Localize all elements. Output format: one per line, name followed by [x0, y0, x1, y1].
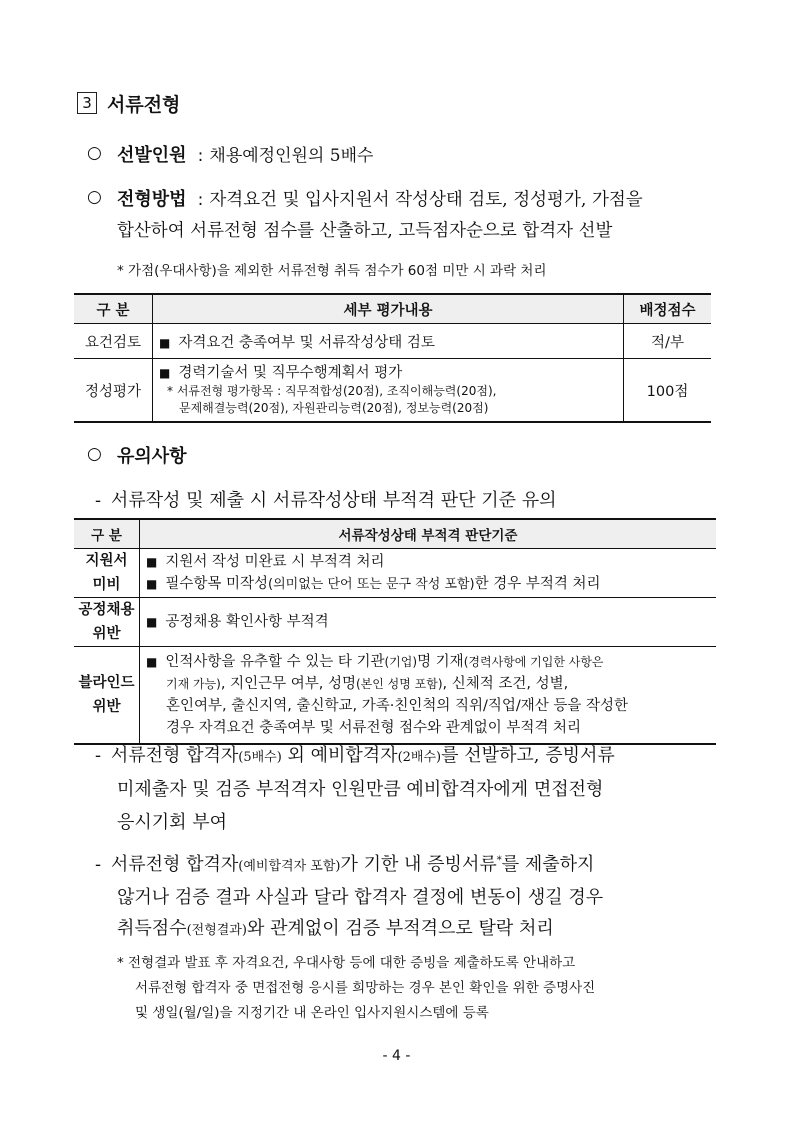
- para2-line1: [95, 850, 594, 876]
- dash-icon: -: [95, 745, 102, 766]
- page-number: - 4 -: [382, 1048, 411, 1064]
- row-category: [74, 549, 140, 598]
- col-header-category: 구 분: [74, 519, 140, 549]
- row-content: [153, 324, 624, 359]
- method-text-line2: 합산하여 서류전형 점수를 산출하고, 고득점자순으로 합격자 선발: [117, 221, 613, 241]
- bullet-icon: ○: [87, 187, 102, 207]
- criteria-text: , 신체적 조건, 성별,: [442, 676, 569, 692]
- criteria-text: 인적사항을 유추할 수 있는 타 기관: [165, 654, 385, 670]
- col-header-category: 구 분: [74, 294, 153, 324]
- criteria-text: 한 경우 부적격 처리: [474, 575, 601, 592]
- table-row: [74, 359, 711, 423]
- criteria-text: , 지인근무 여부, 성명: [220, 676, 356, 692]
- criteria-text: 혼인여부, 출신지역, 출신학교, 가족·친인척의 직위/직업/재산 등을 작성한: [166, 698, 629, 714]
- footnote-line2: 서류전형 합격자 중 면접전형 응시를 희망하는 경우 본인 확인을 위한 증명사진: [135, 980, 596, 996]
- method-colon: :: [197, 190, 204, 210]
- cautions-label: 유의사항: [117, 446, 187, 467]
- square-bullet-icon: ■: [146, 576, 158, 591]
- method-note: * 가점(우대사항)을 제외한 서류전형 취득 점수가 60점 미만 시 과락 처리: [117, 263, 547, 279]
- criteria-text-small: (기업): [384, 655, 418, 669]
- row-criteria: [140, 647, 717, 745]
- para-text-small: (예비합격자 포함): [238, 859, 341, 874]
- col-header-score: 배정점수: [624, 294, 712, 324]
- para-text: 외 예비합격자: [281, 745, 398, 766]
- table-row: [74, 598, 716, 647]
- row-category: [74, 647, 140, 745]
- criteria-text-small: (경력사항에 기입한 사항은: [463, 655, 604, 669]
- criteria-text: 공정채용 확인사항 부적격: [165, 614, 329, 630]
- bullet-icon: ○: [87, 444, 102, 464]
- square-bullet-icon: ■: [159, 335, 171, 350]
- criteria-text: 필수항목 미작성: [165, 575, 269, 592]
- cautions-intro: 서류작성 및 제출 시 서류작성상태 부적격 판단 기준 유의: [110, 490, 557, 511]
- para1-line2: 미제출자 및 검증 부적격자 인원만큼 예비합격자에게 면접전형: [117, 779, 604, 800]
- square-bullet-icon: ■: [146, 554, 158, 569]
- disqualification-table: [74, 518, 716, 745]
- row-category-line: 공정채용: [78, 602, 135, 618]
- table-row: [74, 647, 716, 745]
- para-text: 가 기한 내 증빙서류: [340, 854, 497, 875]
- selection-text: 채용예정인원의 5배수: [209, 146, 374, 166]
- criteria-text-small: (본인 성명 포함): [355, 677, 443, 691]
- method-text-line1: 자격요건 및 입사지원서 작성상태 검토, 정성평가, 가점을: [209, 190, 643, 210]
- criteria-text: 명 기재: [417, 654, 464, 670]
- para-text: 서류전형 합격자: [110, 745, 239, 766]
- table-row: [74, 324, 711, 359]
- footnote-line3: 및 생일(월/일)을 지정기간 내 온라인 입사지원시스템에 등록: [135, 1005, 489, 1021]
- row-category-line: 지원서: [85, 553, 128, 569]
- row-category-line: 미비: [92, 577, 121, 593]
- para-text-small: (2배수): [397, 750, 442, 765]
- square-bullet-icon: ■: [146, 615, 158, 629]
- bullet-icon: ○: [87, 143, 102, 163]
- method-label: 전형방법: [117, 189, 187, 210]
- para2-line2: 않거나 검증 결과 사실과 달라 합격자 결정에 변동이 생길 경우: [117, 887, 604, 908]
- para-text-small: (5배수): [238, 750, 282, 765]
- row-subnote-1: * 서류전형 평가항목 : 직무적합성(20점), 조직이해능력(20점),: [167, 384, 497, 398]
- section-title: 서류전형: [107, 94, 181, 116]
- para-text: 와 관계없이 검증 부적격으로 탈락 처리: [246, 918, 554, 939]
- evaluation-table: [74, 293, 711, 423]
- row-subnote-2: 문제해결능력(20점), 자원관리능력(20점), 정보능력(20점): [179, 401, 489, 415]
- row-category: 요건검토: [74, 324, 153, 359]
- footnote-line1: * 전형결과 발표 후 자격요건, 우대사항 등에 대한 증빙을 제출하도록 안내하고: [117, 955, 576, 971]
- criteria-text: 경우 자격요건 충족여부 및 서류전형 점수와 관계없이 부적격 처리: [166, 720, 582, 736]
- para-text: 취득점수: [117, 918, 187, 939]
- row-criteria: [140, 549, 717, 598]
- selection-line: [117, 141, 373, 167]
- table-header-row: [74, 294, 711, 324]
- col-header-criteria: 서류작성상태 부적격 판단기준: [140, 519, 717, 549]
- table-row: [74, 549, 716, 598]
- footnote-marker: *: [496, 855, 502, 866]
- selection-label: 선발인원: [117, 145, 187, 166]
- selection-colon: :: [197, 146, 204, 166]
- row-category: [74, 598, 140, 647]
- row-content-text: 경력기술서 및 직무수행계획서 평가: [178, 365, 403, 381]
- para-text: 를 제출하지: [501, 854, 595, 875]
- row-score: 100점: [624, 359, 712, 423]
- criteria-text-small: (의미없는 단어 또는 문구 작성 포함): [268, 576, 475, 592]
- criteria-text: 지원서 작성 미완료 시 부적격 처리: [165, 553, 385, 570]
- para1-line3: 응시기회 부여: [117, 812, 228, 833]
- col-header-content: 세부 평가내용: [153, 294, 624, 324]
- para-text: 를 선발하고, 증빙서류: [441, 745, 615, 766]
- para-text: 서류전형 합격자: [110, 854, 239, 875]
- table-header-row: [74, 519, 716, 549]
- dash-icon: -: [95, 854, 102, 875]
- cautions-intro-line: [95, 486, 557, 512]
- row-category: 정성평가: [74, 359, 153, 423]
- criteria-text-small: 기재 가능): [166, 677, 221, 691]
- para-text-small: (전형결과): [186, 923, 247, 938]
- square-bullet-icon: ■: [159, 366, 171, 380]
- row-score: 적/부: [624, 324, 712, 359]
- row-content: [153, 359, 624, 423]
- row-category-line: 위반: [92, 626, 121, 642]
- square-bullet-icon: ■: [146, 655, 158, 669]
- method-line1: [117, 185, 643, 211]
- row-category-line: 위반: [92, 699, 121, 715]
- row-criteria: [140, 598, 717, 647]
- row-category-line: 블라인드: [78, 675, 135, 691]
- para1-line1: [95, 741, 615, 767]
- section-number-box: 3: [77, 92, 97, 114]
- para2-line3: [117, 914, 554, 940]
- row-content-text: 자격요건 충족여부 및 서류작성상태 검토: [178, 334, 435, 351]
- dash-icon: -: [95, 490, 102, 511]
